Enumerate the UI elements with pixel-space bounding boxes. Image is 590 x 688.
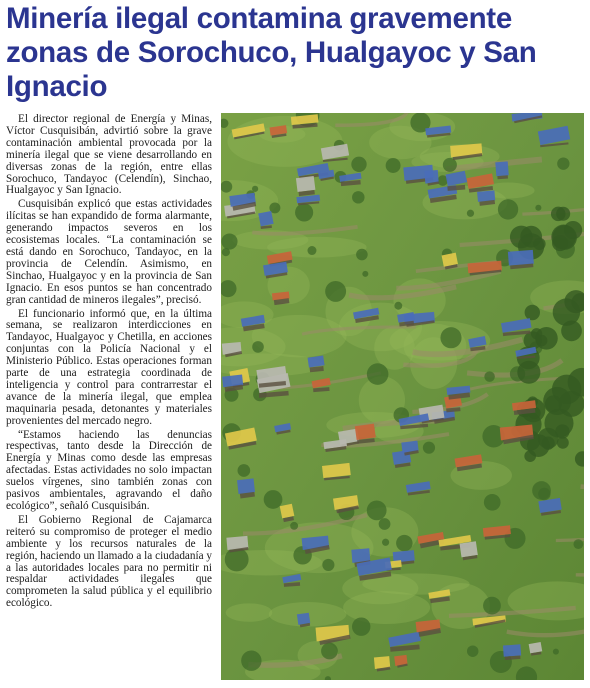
headline: Minería ilegal contamina gravemente zonas de Sorochuco, Hualgayoc y San Ignacio	[6, 2, 537, 103]
bush	[295, 203, 313, 221]
tree	[555, 424, 569, 438]
bush	[321, 643, 338, 660]
bush	[351, 157, 366, 172]
bush	[498, 199, 518, 219]
bush	[396, 535, 412, 551]
shack-roof	[460, 541, 478, 557]
shack-roof	[237, 478, 255, 494]
paragraph-4: “Estamos haciendo las denuncias respectivas, tanto desde la Dirección de Energía y Minas como desde las empresas afectadas. Estas actividades no solo impactan suelos vírgenes, sino también zonas con pasivos ambientales, agravando el daño ecológico”, señaló Cusquisibán.	[6, 428, 212, 512]
shack-roof	[258, 211, 273, 226]
shack-roof	[503, 644, 521, 656]
bush	[467, 210, 474, 217]
shack-roof	[508, 250, 534, 266]
bush	[367, 363, 389, 385]
bush	[440, 327, 461, 348]
bush	[352, 617, 370, 635]
bush	[535, 205, 541, 211]
shack-roof	[297, 613, 310, 625]
tree	[551, 207, 566, 222]
tree	[525, 305, 540, 320]
shack-roof	[424, 170, 438, 184]
bush	[483, 597, 501, 615]
article-body	[6, 114, 212, 612]
bush	[290, 522, 298, 530]
bush	[307, 246, 316, 255]
bush	[532, 481, 551, 500]
tree	[533, 238, 545, 250]
bush	[352, 191, 364, 203]
bush	[484, 371, 495, 382]
bush	[553, 649, 559, 655]
paragraph-2: Cusquisibán explicó que estas actividades ilícitas se han expandido de forma alarmante, generando impactos severos en los ecosistemas locales. “La contaminación se está dando en Sorochuco, Tandayoc, en la provincia de Celendín. Asimismo, en Sinchao, Hualgayoc y en la provincia de San Ignacio. En esos puntos se han concentrado gran cantidad de mineros ilegales”, precisó.	[6, 198, 212, 306]
shack-roof	[355, 424, 376, 440]
bush	[573, 539, 583, 549]
bush	[386, 158, 401, 173]
shack-roof	[280, 504, 295, 519]
bush	[325, 281, 346, 302]
bush	[241, 651, 261, 671]
tree	[561, 320, 582, 341]
bush	[379, 518, 391, 530]
bush	[394, 302, 402, 310]
bush	[356, 249, 368, 261]
bush	[238, 464, 251, 477]
paragraph-1: El director regional de Energía y Minas, Víctor Cusquisibán, advirtió sobre la grave contaminación ambiental provocada por la minería ilegal que se viene desarrollando en diversas zonas de la región, entre ellas Sorochuco, Tandayoc (Celendín), Sinchao, Hualgayoc y San Ignacio.	[6, 113, 212, 197]
bush	[362, 271, 368, 277]
bush	[252, 186, 258, 192]
bush	[322, 559, 334, 571]
bush	[467, 645, 478, 656]
bush	[221, 233, 237, 249]
bush	[484, 494, 501, 511]
bush	[252, 341, 264, 353]
tree	[552, 225, 577, 250]
paragraph-5: El Gobierno Regional de Cajamarca reiteró su compromiso de proteger el medio ambiente y los recursos naturales de la región, haciendo un llamado a la ciudadanía y a las autoridades locales para no permitir ni respaldar actividades ilegales que comprometen la salud pública y el equilibrio ecológico.	[6, 513, 212, 610]
bush	[423, 442, 435, 454]
bush	[367, 500, 387, 520]
hillside-mining-camp-photo	[221, 113, 584, 680]
bush	[264, 490, 283, 509]
bush	[382, 539, 389, 546]
bush	[443, 158, 457, 172]
shack-roof	[296, 176, 316, 192]
grass-patch	[226, 603, 273, 621]
paragraph-3: El funcionario informó que, en la última semana, se realizaron interdicciones en Tandayoc, Hualgayoc y Chetilla, en acciones conjuntas con la Policía Nacional y el Ministerio Público. Estas operaciones forman parte de una estrategia coordinada de inteligencia y control para contrarrestar el avance de la minería ilegal, que emplea maquinaria pesada, detonantes y materiales provenientes del mercado negro.	[6, 307, 212, 427]
tree	[524, 331, 542, 349]
bush	[557, 157, 569, 169]
shack-roof	[495, 161, 509, 176]
